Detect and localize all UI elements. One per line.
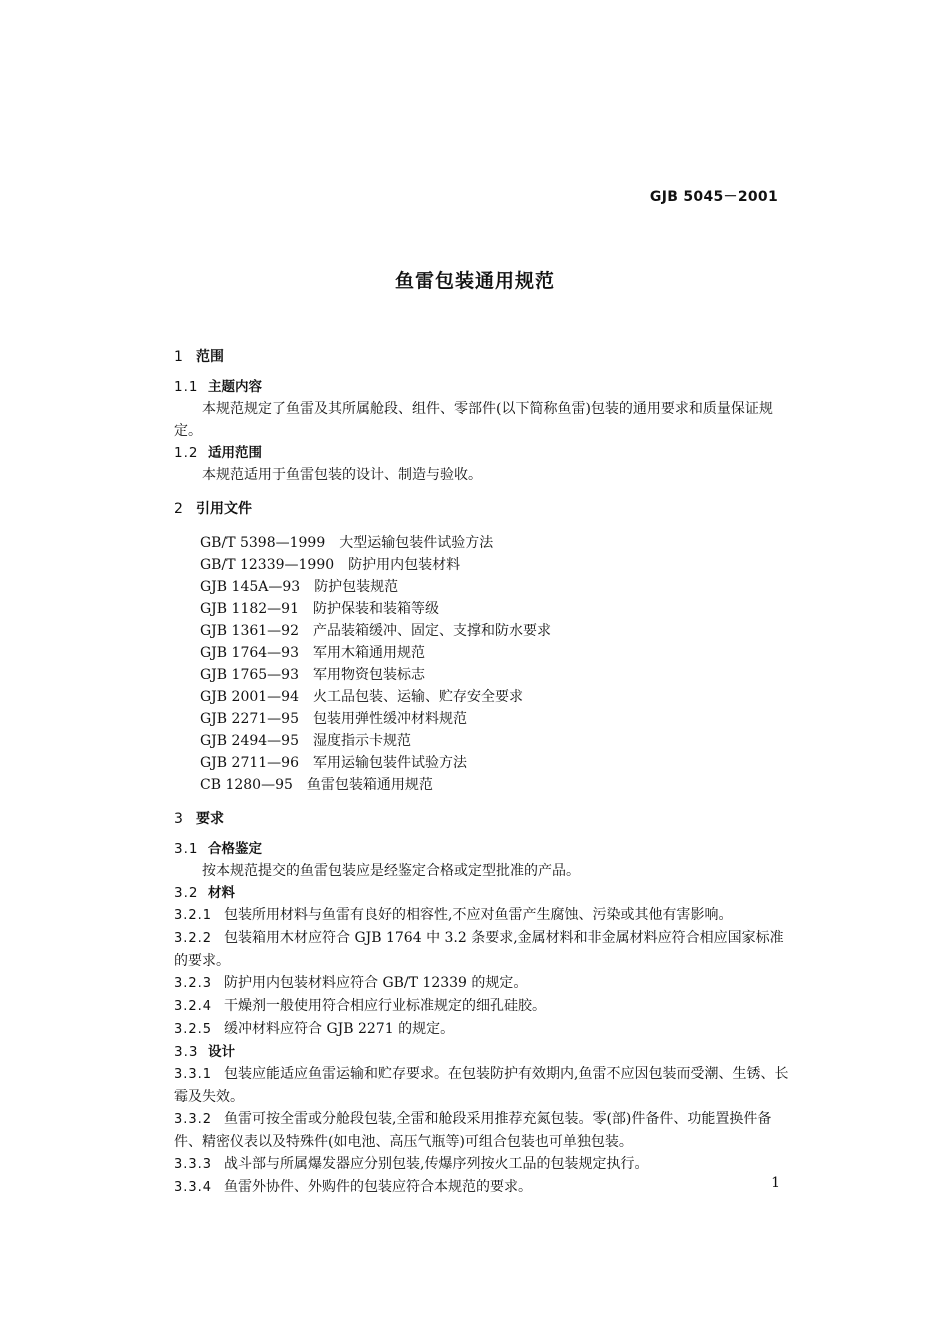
standard-code: GJB 5045－2001 xyxy=(649,189,778,205)
clause-item: 3.2.4 干燥剂一般使用符合相应行业标准规定的细孔硅胶。 xyxy=(174,998,546,1014)
reference-item: GJB 2711—96 军用运输包装件试验方法 xyxy=(200,755,467,771)
section-3-heading: 3 要求 xyxy=(174,811,224,827)
reference-item: GJB 1765—93 军用物资包装标志 xyxy=(200,667,425,683)
section-2-heading: 2 引用文件 xyxy=(174,501,252,517)
section-1-1-heading: 1.1 主题内容 xyxy=(174,379,262,395)
document-body xyxy=(174,338,794,1199)
section-3-1-text: 按本规范提交的鱼雷包装应是经鉴定合格或定型批准的产品。 xyxy=(202,863,580,879)
clause-item: 3.3.3 战斗部与所属爆发器应分别包装,传爆序列按火工品的包装规定执行。 xyxy=(174,1156,649,1172)
clause-item: 3.3.1 包装应能适应鱼雷运输和贮存要求。在包装防护有效期内,鱼雷不应因包装而受潮、生锈、长霉及失效。 xyxy=(174,1066,789,1105)
reference-item: GJB 145A—93 防护包装规范 xyxy=(200,579,399,595)
section-3-1-heading: 3.1 合格鉴定 xyxy=(174,841,262,857)
section-1-1-text: 本规范规定了鱼雷及其所属舱段、组件、零部件(以下简称鱼雷)包装的通用要求和质量保证规定。 xyxy=(174,401,773,439)
reference-item: GJB 2271—95 包装用弹性缓冲材料规范 xyxy=(200,711,467,727)
reference-item: GJB 2494—95 湿度指示卡规范 xyxy=(200,733,411,749)
section-1-heading: 1 范围 xyxy=(174,349,224,365)
reference-item: GB/T 5398—1999 大型运输包装件试验方法 xyxy=(200,535,494,551)
reference-item: GJB 1182—91 防护保装和装箱等级 xyxy=(200,601,439,617)
reference-item: CB 1280—95 鱼雷包装箱通用规范 xyxy=(200,777,433,793)
section-1-2-heading: 1.2 适用范围 xyxy=(174,445,262,461)
clause-item: 3.2.1 包装所用材料与鱼雷有良好的相容性,不应对鱼雷产生腐蚀、污染或其他有害影响。 xyxy=(174,907,733,923)
section-3-2-heading: 3.2 材料 xyxy=(174,885,235,901)
section-1-2-text: 本规范适用于鱼雷包装的设计、制造与验收。 xyxy=(202,467,482,483)
clause-item: 3.2.5 缓冲材料应符合 GJB 2271 的规定。 xyxy=(174,1021,455,1037)
reference-item: GJB 2001—94 火工品包装、运输、贮存安全要求 xyxy=(200,689,523,705)
reference-item: GJB 1764—93 军用木箱通用规范 xyxy=(200,645,425,661)
page-number: 1 xyxy=(771,1175,780,1191)
clause-item: 3.2.3 防护用内包装材料应符合 GB/T 12339 的规定。 xyxy=(174,975,528,991)
clause-item: 3.3.2 鱼雷可按全雷或分舱段包装,全雷和舱段采用推荐充氮包装。零(部)件备件、功能置换件备件、精密仪表以及特殊件(如电池、高压气瓶等)可组合包装也可单独包装。 xyxy=(174,1111,772,1150)
reference-item: GJB 1361—92 产品装箱缓冲、固定、支撑和防水要求 xyxy=(200,623,551,639)
clause-item: 3.2.2 包装箱用木材应符合 GJB 1764 中 3.2 条要求,金属材料和非金属材料应符合相应国家标准的要求。 xyxy=(174,930,784,969)
clause-item: 3.3.4 鱼雷外协件、外购件的包装应符合本规范的要求。 xyxy=(174,1179,532,1195)
reference-item: GB/T 12339—1990 防护用内包装材料 xyxy=(200,557,461,573)
section-3-3-heading: 3.3 设计 xyxy=(174,1044,235,1060)
reference-list xyxy=(200,532,794,796)
page-title: 鱼雷包装通用规范 xyxy=(394,270,555,292)
